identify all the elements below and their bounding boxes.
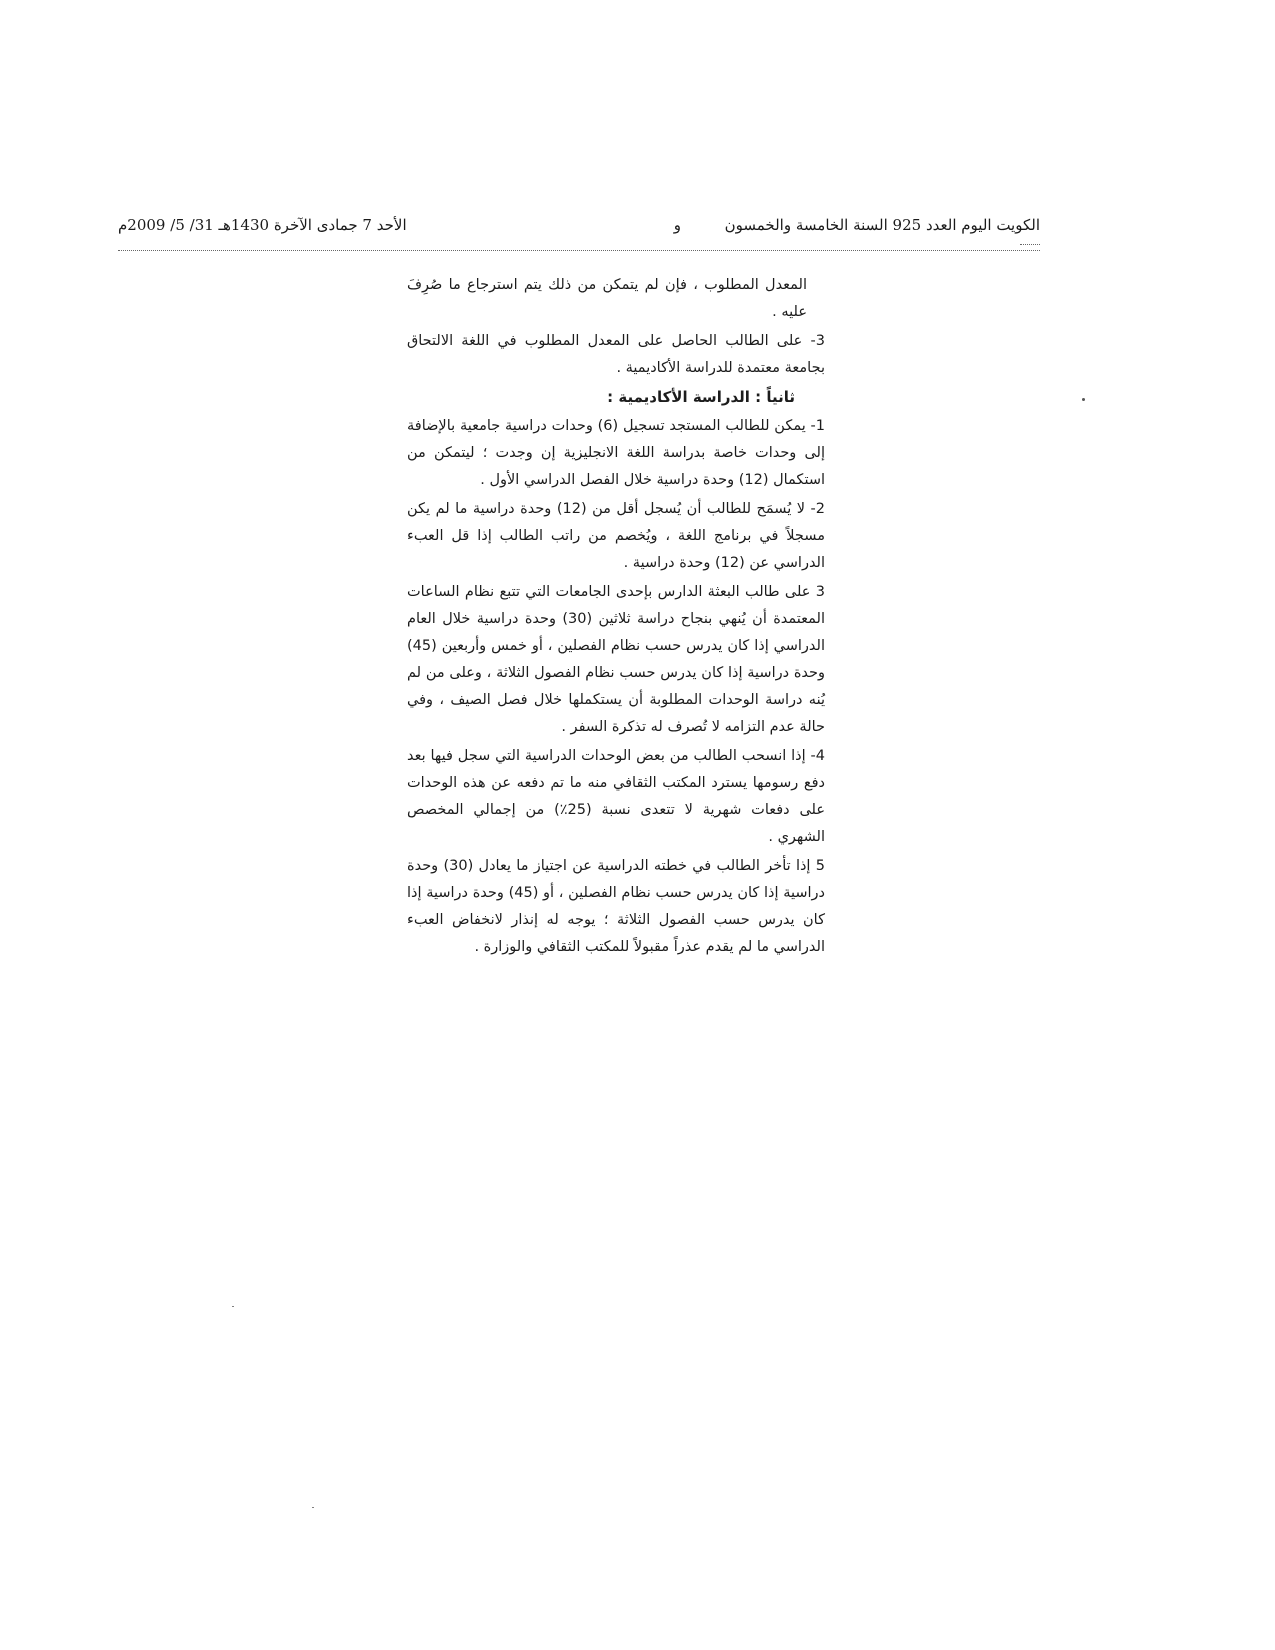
item-text: على طالب البعثة الدارس بإحدى الجامعات التي تتبع نظام الساعات المعتمدة أن يُنهي بنجاح دراسة ثلاثين (30) وحدة دراسية خلال العام الدراسي إذا كان يدرس حسب نظام الفصلين ، أو خمس وأربعين (45) وحدة دراسية إذا كان يدرس حسب نظام الفصول الثلاثة ، وعلى من لم يُنه دراسة الوحدات المطلوبة أن يستكملها خلال فصل الصيف ، وفي حالة عدم التزامه لا تُصرف له تذكرة السفر . <box>407 584 826 735</box>
header-date: الأحد 7 جمادى الآخرة 1430هـ 31/ 5/ 2009م <box>118 216 407 234</box>
scan-speck <box>1082 398 1085 401</box>
item-number: 3 <box>815 584 825 600</box>
header-divider <box>118 250 1040 251</box>
header-publication <box>674 216 1040 234</box>
list-item <box>407 743 825 851</box>
item-text: إذا تأخر الطالب في خطته الدراسية عن اجتياز ما يعادل (30) وحدة دراسية إذا كان يدرس حسب نظام الفصلين ، أو (45) وحدة دراسية إذا كان يدرس حسب الفصول الثلاثة ؛ يوجه له إنذار لانخفاض العبء الدراسي ما لم يقدم عذراً مقبولاً للمكتب الثقافي والوزارة . <box>407 858 825 955</box>
header-side-mark: و <box>673 216 682 234</box>
item-text: لا يُسمَح للطالب أن يُسجل أقل من (12) وحدة دراسية ما لم يكن مسجلاً في برنامج اللغة ، ويُخصم من راتب الطالب إذا قل العبء الدراسي عن (12) وحدة دراسية . <box>407 501 825 571</box>
list-item <box>407 328 825 382</box>
header-publication-text: الكويت اليوم العدد 925 السنة الخامسة والخمسون <box>724 216 1040 234</box>
item-number: 4- <box>810 748 826 764</box>
item-text: على الطالب الحاصل على المعدل المطلوب في اللغة الالتحاق بجامعة معتمدة للدراسة الأكاديمية . <box>407 333 825 376</box>
section-heading: ثانياً : الدراسة الأكاديمية : <box>607 388 795 406</box>
item-text: إذا انسحب الطالب من بعض الوحدات الدراسية التي سجل فيها بعد دفع رسومها يسترد المكتب الثقافي منه ما تم دفعه عن هذه الوحدات على دفعات شهرية لا تتعدى نسبة (25٪) من إجمالي المخصص الشهري . <box>407 748 825 845</box>
lead-paragraph: المعدل المطلوب ، فإن لم يتمكن من ذلك يتم استرجاع ما صُرِفَ عليه . <box>407 277 807 320</box>
list-item <box>407 496 825 577</box>
list-item <box>407 579 825 741</box>
item-text: يمكن للطالب المستجد تسجيل (6) وحدات دراسية جامعية بالإضافة إلى وحدات خاصة بدراسة اللغة الانجليزية إن وجدت ؛ ليتمكن من استكمال (12) وحدة دراسية خلال الفصل الدراسي الأول . <box>407 418 825 488</box>
list-item <box>407 413 825 494</box>
item-number: 1- <box>810 418 825 434</box>
scan-speck <box>312 1507 314 1508</box>
scan-speck <box>232 1306 234 1307</box>
page-header <box>118 216 1040 240</box>
item-number: 2- <box>810 501 826 517</box>
item-number: 5 <box>815 858 825 874</box>
text-column <box>407 272 825 963</box>
item-number: 3- <box>810 333 826 349</box>
header-divider-tick <box>1020 244 1040 245</box>
list-item <box>407 853 825 961</box>
